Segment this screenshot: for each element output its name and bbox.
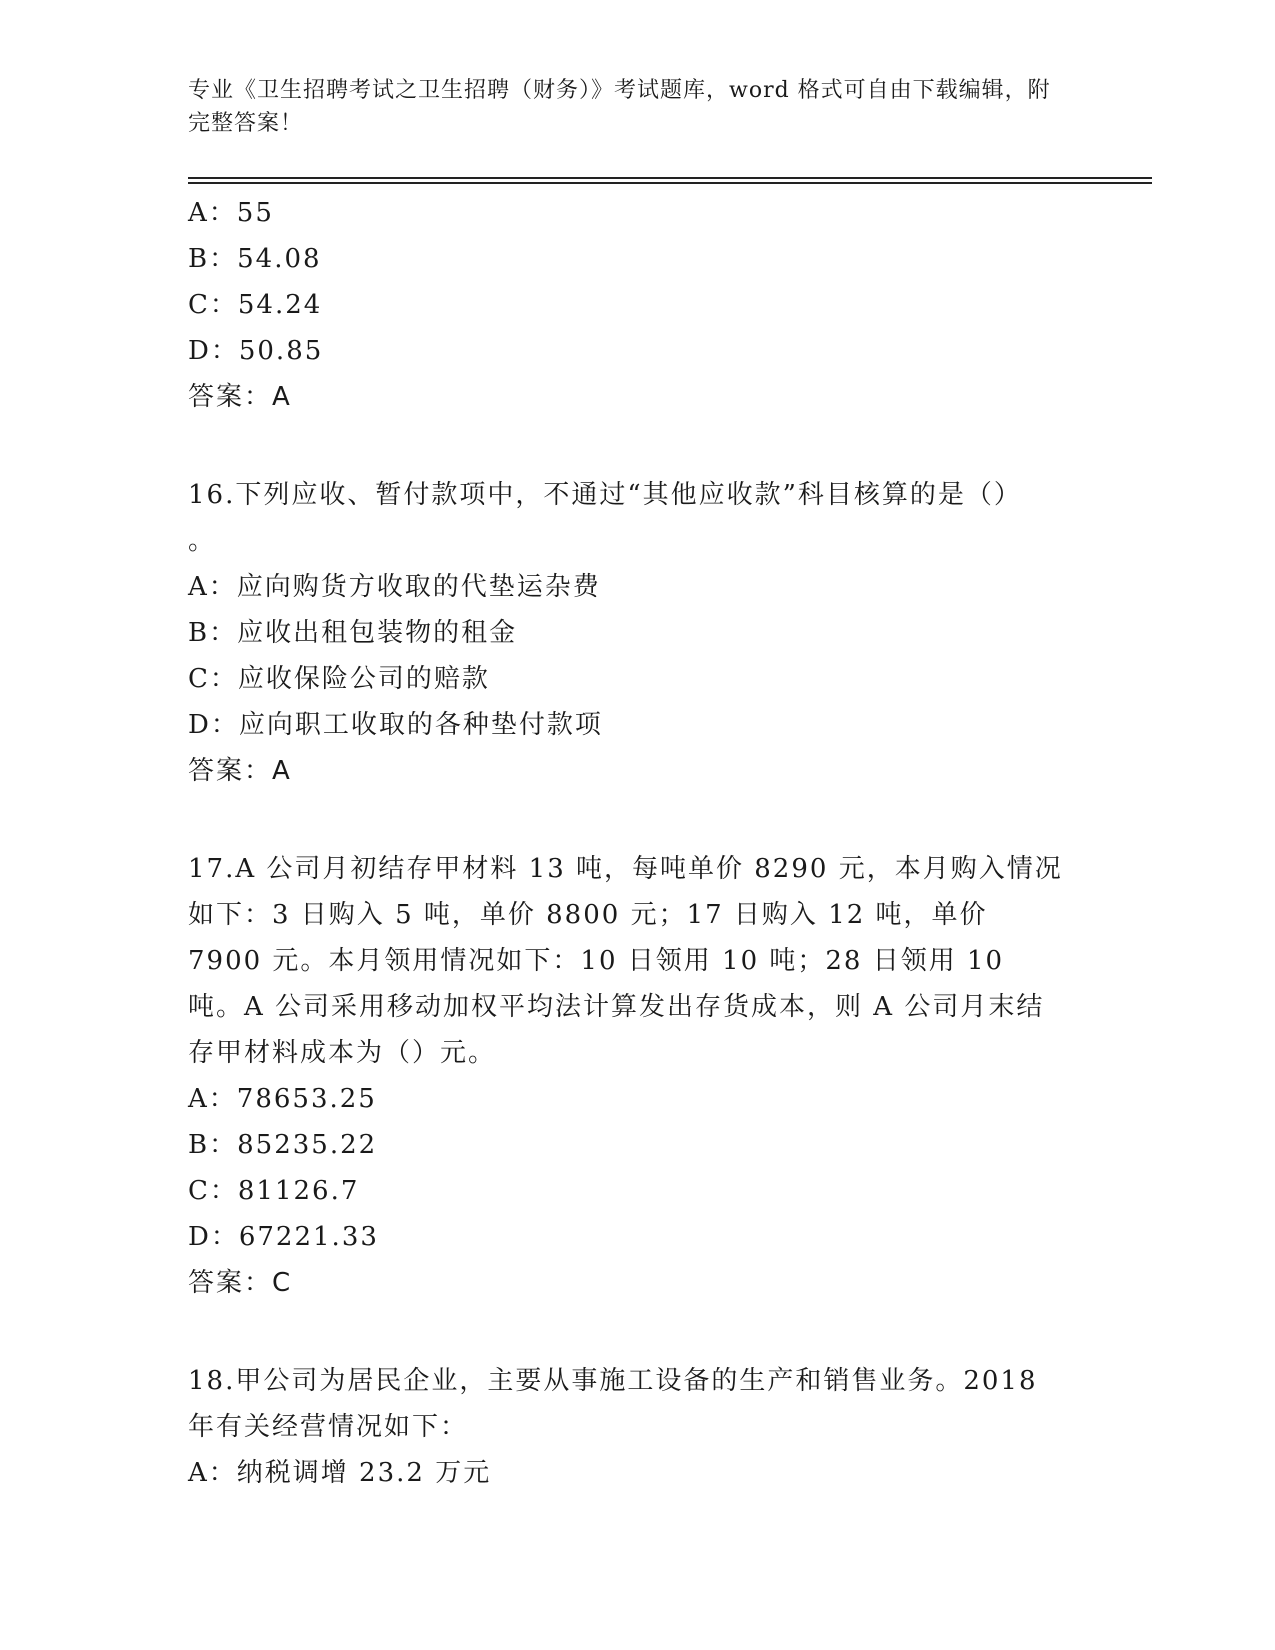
q17-option-b: B：85235.22	[188, 1130, 378, 1160]
q17-answer: 答案：C	[188, 1268, 293, 1298]
q15-option-b: B：54.08	[188, 244, 322, 274]
q15-option-a: A：55	[188, 198, 274, 228]
question-16	[188, 472, 1088, 794]
q15-answer: 答案：A	[188, 382, 292, 412]
q17-option-a: A：78653.25	[188, 1084, 377, 1114]
q16-option-d: D：应向职工收取的各种垫付款项	[188, 710, 603, 740]
q15-option-d: D：50.85	[188, 336, 324, 366]
header-rule-bottom	[188, 182, 1152, 184]
document-header: 专业《卫生招聘考试之卫生招聘（财务）》考试题库，word 格式可自由下载编辑，附完整答案！	[188, 78, 1051, 136]
q15-option-c: C：54.24	[188, 290, 323, 320]
q16-answer: 答案：A	[188, 756, 292, 786]
question-17	[188, 846, 1088, 1306]
q17-option-d: D：67221.33	[188, 1222, 379, 1252]
q16-option-a: A：应向购货方收取的代垫运杂费	[188, 572, 601, 602]
q16-option-c: C：应收保险公司的赔款	[188, 664, 490, 694]
header-rule-top	[188, 177, 1152, 179]
question-15-options	[188, 190, 1088, 420]
q18-option-a: A：纳税调增 23.2 万元	[188, 1458, 492, 1488]
q17-option-c: C：81126.7	[188, 1176, 360, 1206]
question-18	[188, 1358, 1088, 1496]
q16-option-b: B：应收出租包装物的租金	[188, 618, 518, 648]
q17-text: 17.A 公司月初结存甲材料 13 吨，每吨单价 8290 元，本月购入情况如下：3 日购入 5 吨，单价 8800 元；17 日购入 12 吨，单价 7900 元。本月领用情况如下：10 日领用 10 吨；28 日领用 10 吨。A 公司采用移动加权平均法计算发出存货成本，则 A 公司月末结存甲材料成本为（）元。	[188, 854, 1063, 1068]
q16-text: 16.下列应收、暂付款项中，不通过“其他应收款”科目核算的是（） 。	[188, 480, 1022, 556]
q18-text: 18.甲公司为居民企业，主要从事施工设备的生产和销售业务。2018 年有关经营情况如下：	[188, 1366, 1038, 1442]
question-content	[188, 190, 1088, 1496]
